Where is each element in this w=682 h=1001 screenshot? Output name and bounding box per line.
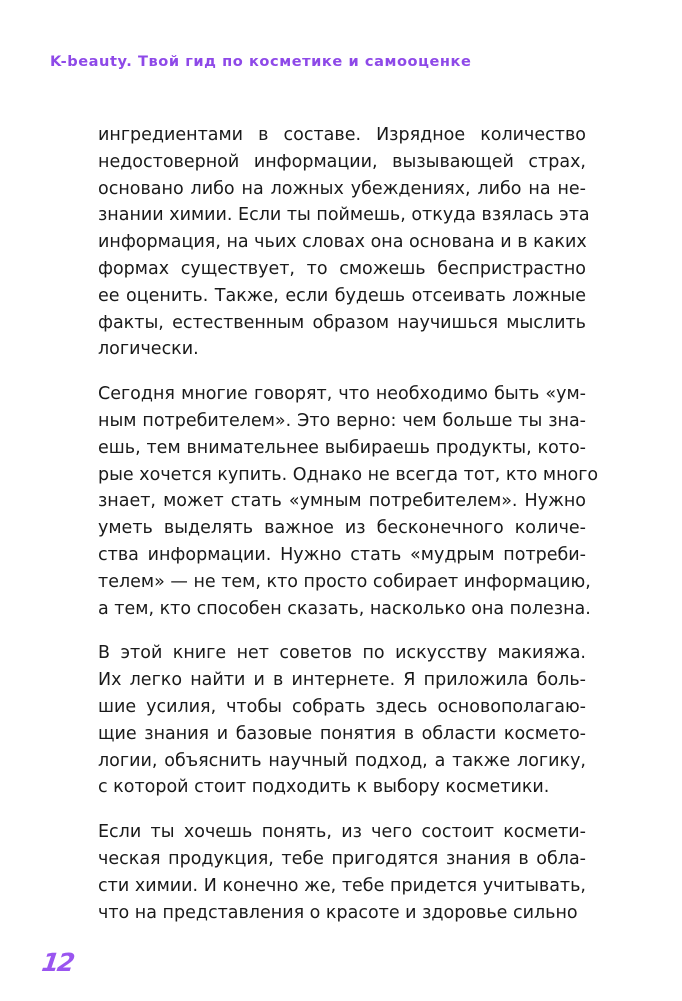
text-line: шие усилия, чтобы собрать здесь основополагаю- <box>98 696 586 717</box>
text-line: знает, может стать «умным потребителем». Нужно <box>98 491 586 512</box>
text-line: Сегодня многие говорят, что необходимо быть «ум- <box>98 384 586 405</box>
text-line: информация, на чьих словах она основана и в каких <box>98 232 587 253</box>
paragraph-1 <box>98 122 590 363</box>
text-line: Их легко найти и в интернете. Я приложила боль- <box>98 670 586 691</box>
text-line: Если ты хочешь понять, из чего состоит космети- <box>98 822 586 843</box>
text-line: основано либо на ложных убеждениях, либо на не- <box>98 178 586 199</box>
text-line: уметь выделять важное из бесконечного количе- <box>98 518 586 539</box>
paragraph-2 <box>98 381 599 622</box>
text-line: рые хочется купить. Однако не всегда тот, кто много <box>98 464 599 485</box>
text-line: что на представления о красоте и здоровье сильно <box>98 902 578 923</box>
body-text <box>98 122 599 944</box>
page-number: 12 <box>39 948 75 977</box>
text-line: В этой книге нет советов по искусству макияжа. <box>98 643 586 664</box>
paragraph-3 <box>98 640 586 801</box>
text-line: ным потребителем». Это верно: чем больше ты зна- <box>98 410 586 431</box>
text-line: логически. <box>98 339 199 360</box>
text-line: а тем, кто способен сказать, насколько она полезна. <box>98 598 591 619</box>
text-line: недостоверной информации, вызывающей страх, <box>98 151 586 172</box>
text-line: знании химии. Если ты поймешь, откуда взялась эта <box>98 205 590 226</box>
text-line: факты, естественным образом научишься мыслить <box>98 312 586 333</box>
text-line: щие знания и базовые понятия в области космето- <box>98 723 586 744</box>
text-line: с которой стоит подходить к выбору косметики. <box>98 777 550 798</box>
text-line: сти химии. И конечно же, тебе придется учитывать, <box>98 875 586 896</box>
text-line: ее оценить. Также, если будешь отсеивать ложные <box>98 285 586 306</box>
text-line: ческая продукция, тебе пригодятся знания в обла- <box>98 848 586 869</box>
text-line: формах существует, то сможешь беспристрастно <box>98 258 586 279</box>
text-line: ешь, тем внимательнее выбираешь продукты, кото- <box>98 437 586 458</box>
running-header: K-beauty. Твой гид по косметике и самооценке <box>50 53 472 70</box>
text-line: логии, объяснить научный подход, а также логику, <box>98 750 586 771</box>
paragraph-4 <box>98 819 586 926</box>
text-line: телем» — не тем, кто просто собирает информацию, <box>98 571 591 592</box>
text-line: ингредиентами в составе. Изрядное количество <box>98 125 586 145</box>
text-line: ства информации. Нужно стать «мудрым потреби- <box>98 544 586 565</box>
